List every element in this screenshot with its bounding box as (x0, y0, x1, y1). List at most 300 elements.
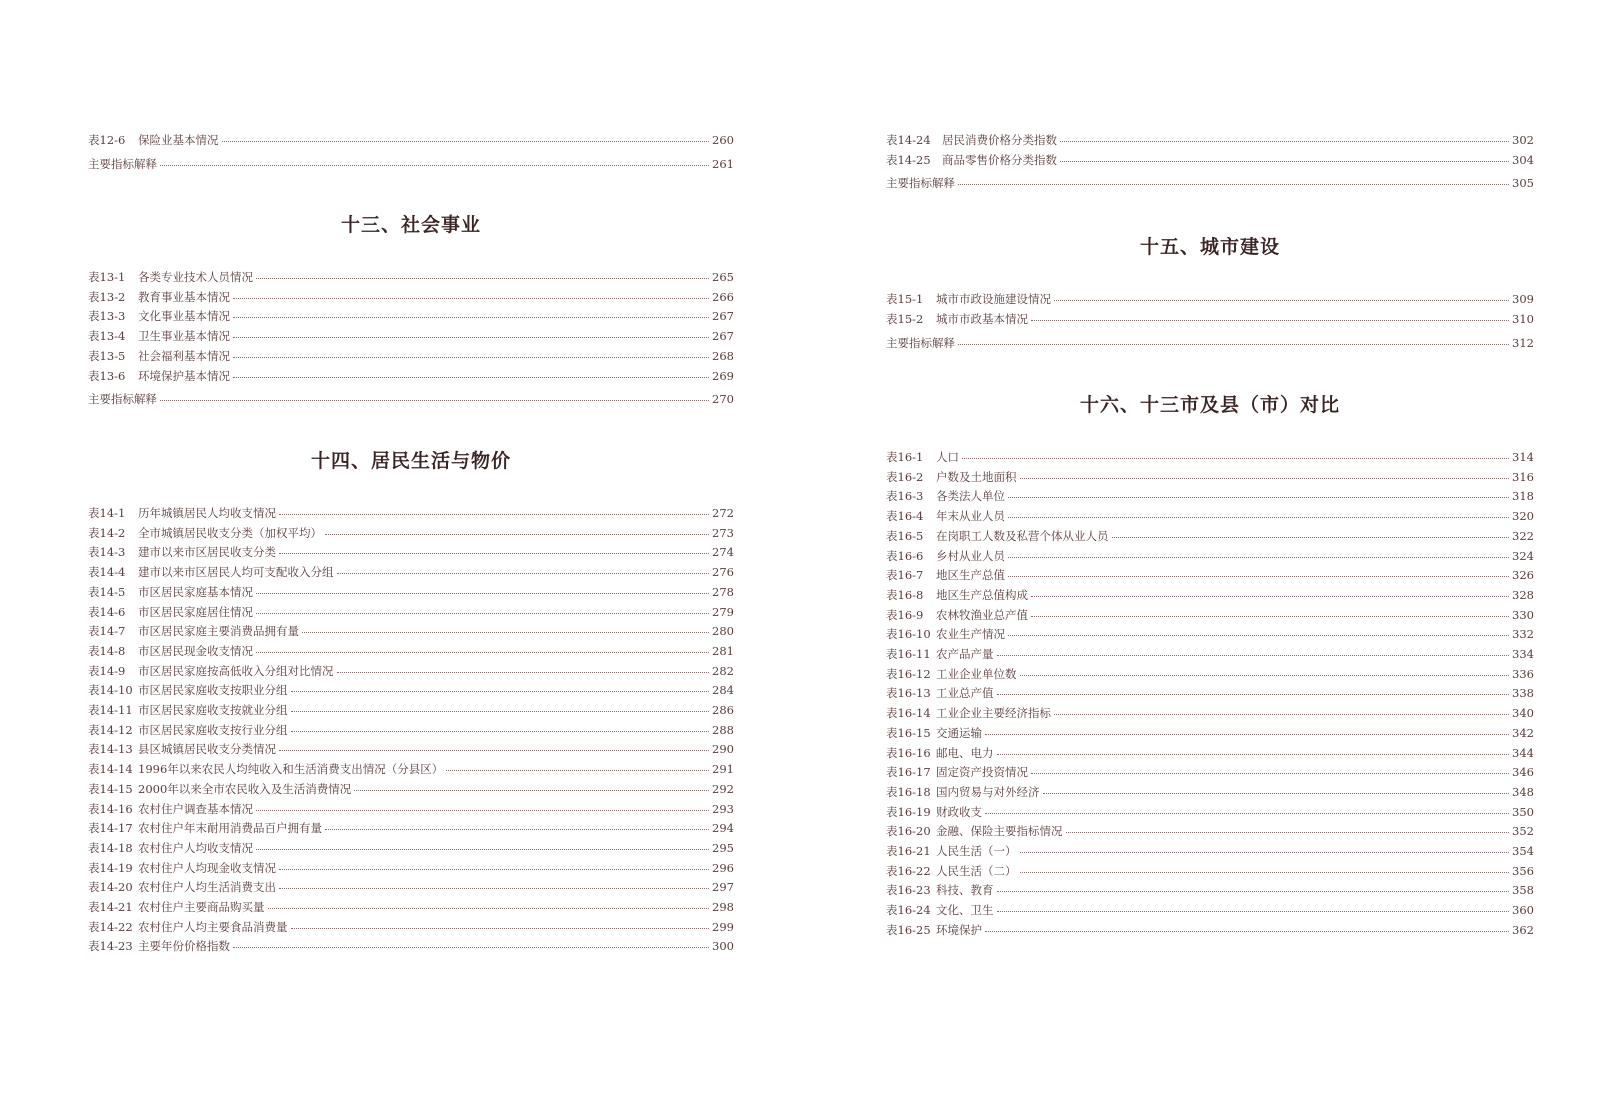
table-number: 表14-16 (88, 801, 133, 816)
toc-entry[interactable] (886, 805, 1534, 819)
table-number: 表13-2 (88, 289, 126, 304)
page-number: 362 (1512, 922, 1534, 937)
page-number: 354 (1512, 844, 1534, 858)
table-number: 表14-21 (88, 900, 133, 914)
dot-leader (1008, 576, 1509, 577)
toc-entry[interactable] (886, 312, 1534, 326)
dot-leader (256, 652, 709, 653)
toc-entry[interactable] (88, 782, 734, 796)
entry-title: 固定资产投资情况 (936, 765, 1028, 780)
toc-entry[interactable] (886, 903, 1534, 917)
entry-title: 农村住户人均现金收支情况 (138, 860, 276, 875)
dot-leader (268, 908, 710, 909)
entry-title: 1996年以来农民人均纯收入和生活消费支出情况（分县区） (138, 762, 444, 777)
entry-title: 农村住户人均收支情况 (138, 840, 253, 855)
dot-leader (233, 377, 709, 378)
entry-title: 农村住户人均主要食品消费量 (138, 919, 288, 934)
page-number: 278 (712, 584, 734, 599)
dot-leader (997, 911, 1510, 912)
toc-entry[interactable] (886, 746, 1534, 760)
entry-title: 农产品产量 (936, 647, 994, 661)
page-number: 342 (1512, 725, 1534, 740)
page-number: 281 (712, 643, 734, 658)
page-number: 322 (1512, 528, 1534, 543)
page-number: 270 (712, 392, 734, 406)
table-number: 表14-7 (88, 624, 126, 639)
page-number: 340 (1512, 706, 1534, 721)
page-number: 272 (712, 506, 734, 520)
page-number: 324 (1512, 548, 1534, 563)
dot-leader (302, 632, 709, 633)
entry-title: 市区居民家庭收支按就业分组 (138, 703, 288, 717)
table-number: 表16-24 (886, 903, 931, 918)
page-number: 273 (712, 525, 734, 540)
dot-leader (958, 184, 1509, 185)
toc-entry[interactable] (886, 883, 1534, 897)
entry-title: 主要指标解释 (886, 176, 955, 190)
dot-leader (256, 613, 709, 614)
page-number: 312 (1512, 336, 1534, 350)
page-number: 316 (1512, 469, 1534, 484)
toc-entry[interactable] (88, 309, 734, 323)
entry-title: 建市以来市区居民收支分类 (138, 545, 276, 560)
page-number: 284 (712, 683, 734, 698)
dot-leader (985, 931, 1509, 932)
dot-leader (256, 593, 709, 594)
table-number: 表14-23 (88, 939, 133, 954)
dot-leader (233, 298, 709, 299)
toc-entry[interactable] (886, 608, 1534, 622)
toc-entry[interactable] (88, 526, 734, 540)
section-heading-15: 十五、城市建设 (1139, 236, 1280, 258)
entry-title: 主要指标解释 (88, 157, 157, 171)
toc-entry[interactable] (886, 686, 1534, 700)
dot-leader (291, 928, 710, 929)
entry-title: 人民生活（二） (936, 863, 1017, 878)
table-number: 表14-24 (886, 133, 931, 147)
table-number: 表14-9 (88, 663, 126, 678)
table-number: 表14-15 (88, 781, 133, 796)
dot-leader (354, 790, 709, 791)
dot-leader (279, 888, 709, 889)
dot-leader (1008, 557, 1509, 558)
toc-entry[interactable] (88, 683, 734, 697)
table-number: 表14-5 (88, 584, 126, 599)
section-heading-14: 十四、居民生活与物价 (310, 450, 511, 472)
toc-entry[interactable] (886, 667, 1534, 681)
table-number: 表13-6 (88, 368, 126, 383)
entry-title: 文化、卫生 (936, 903, 994, 918)
entry-title: 科技、教育 (936, 883, 994, 898)
page-number: 291 (712, 762, 734, 777)
section-heading-16: 十六、十三市及县（市）对比 (1079, 394, 1340, 416)
toc-entry[interactable] (886, 864, 1534, 878)
dot-leader (1043, 793, 1510, 794)
table-number: 表16-12 (886, 666, 931, 681)
table-number: 表14-25 (886, 152, 931, 167)
toc-entry[interactable] (88, 545, 734, 559)
table-number: 表13-1 (88, 270, 126, 284)
entry-title: 金融、保险主要指标情况 (936, 824, 1063, 839)
page-number: 298 (712, 900, 734, 914)
dot-leader (1031, 616, 1509, 617)
table-number: 表13-3 (88, 309, 126, 324)
page-number: 292 (712, 781, 734, 796)
toc-entry[interactable] (886, 785, 1534, 799)
table-number: 表16-6 (886, 548, 924, 563)
dot-leader (279, 514, 709, 515)
dot-leader (997, 891, 1510, 892)
table-number: 表16-11 (886, 647, 931, 661)
toc-entry[interactable] (886, 923, 1534, 937)
table-number: 表14-20 (88, 880, 133, 895)
toc-entry[interactable] (88, 290, 734, 304)
dot-leader (233, 317, 709, 318)
entry-title: 农村住户主要商品购买量 (138, 900, 265, 914)
table-number: 表13-4 (88, 329, 126, 344)
entry-title: 市区居民家庭收支按职业分组 (138, 683, 288, 698)
entry-title: 农村住户调查基本情况 (138, 801, 253, 816)
table-number: 表14-17 (88, 821, 133, 836)
entry-title: 环境保护 (936, 922, 982, 937)
dot-leader (233, 337, 709, 338)
toc-entry[interactable] (88, 624, 734, 638)
toc-entry[interactable] (88, 900, 734, 914)
page-number: 299 (712, 919, 734, 934)
entry-title: 各类专业技术人员情况 (138, 270, 253, 284)
page-number: 300 (712, 939, 734, 954)
page-number: 269 (712, 368, 734, 383)
dot-leader (1031, 773, 1509, 774)
entry-title: 邮电、电力 (936, 745, 994, 760)
page-number: 330 (1512, 607, 1534, 622)
page-number: 279 (712, 604, 734, 619)
table-number: 表13-5 (88, 348, 126, 363)
page-number: 338 (1512, 686, 1534, 701)
page-number: 344 (1512, 745, 1534, 760)
table-number: 表16-14 (886, 706, 931, 721)
toc-entry[interactable] (88, 565, 734, 579)
toc-entry[interactable] (886, 450, 1534, 464)
toc-entry[interactable] (886, 133, 1534, 147)
page-number: 293 (712, 801, 734, 816)
table-number: 表14-12 (88, 722, 133, 737)
entry-title: 农村住户年末耐用消费品百户拥有量 (138, 821, 322, 836)
dot-leader (997, 754, 1510, 755)
entry-title: 农林牧渔业总产值 (936, 607, 1028, 622)
page-number: 332 (1512, 627, 1534, 642)
dot-leader (985, 734, 1509, 735)
toc-entry[interactable] (886, 529, 1534, 543)
dot-leader (1020, 872, 1510, 873)
dot-leader (997, 694, 1510, 695)
dot-leader (233, 357, 709, 358)
table-number: 表16-15 (886, 725, 931, 740)
dot-leader (1008, 517, 1509, 518)
page-number: 304 (1512, 152, 1534, 167)
page-number: 352 (1512, 824, 1534, 839)
entry-title: 工业企业主要经济指标 (936, 706, 1051, 721)
page-number: 286 (712, 703, 734, 717)
entry-title: 人民生活（一） (936, 844, 1017, 858)
table-number: 表16-5 (886, 528, 924, 543)
table-number: 表16-8 (886, 587, 924, 602)
toc-entry[interactable] (886, 726, 1534, 740)
toc-entry[interactable] (88, 821, 734, 835)
entry-title: 市区居民家庭主要消费品拥有量 (138, 624, 299, 639)
toc-entry[interactable] (88, 861, 734, 875)
dot-leader (256, 849, 709, 850)
toc-entry[interactable] (886, 588, 1534, 602)
table-number: 表14-22 (88, 919, 133, 934)
entry-title: 市区居民家庭按高低收入分组对比情况 (138, 663, 334, 678)
dot-leader (446, 770, 709, 771)
toc-entry[interactable] (886, 509, 1534, 523)
table-number: 表16-9 (886, 607, 924, 622)
dot-leader (337, 573, 710, 574)
page-number: 320 (1512, 509, 1534, 524)
dot-leader (1020, 852, 1510, 853)
dot-leader (160, 165, 709, 166)
dot-leader (337, 672, 710, 673)
page-number: 261 (712, 157, 734, 171)
page-number: 280 (712, 624, 734, 639)
entry-title: 县区城镇居民收支分类情况 (138, 742, 276, 757)
toc-entry[interactable] (88, 506, 734, 520)
page-number: 336 (1512, 666, 1534, 681)
table-number: 表16-3 (886, 489, 924, 504)
dot-leader (1054, 300, 1509, 301)
entry-title: 地区生产总值 (936, 568, 1005, 583)
table-number: 表14-8 (88, 643, 126, 658)
page-number: 350 (1512, 804, 1534, 819)
page-number: 318 (1512, 489, 1534, 504)
table-number: 表14-11 (88, 703, 133, 717)
toc-entry[interactable] (88, 762, 734, 776)
toc-entry[interactable] (88, 880, 734, 894)
toc-entry[interactable] (88, 841, 734, 855)
toc-entry[interactable] (88, 157, 734, 171)
entry-title: 商品零售价格分类指数 (942, 152, 1057, 167)
dot-leader (233, 947, 709, 948)
table-number: 表16-21 (886, 844, 931, 858)
entry-title: 农业生产情况 (936, 627, 1005, 642)
entry-title: 卫生事业基本情况 (138, 329, 230, 344)
dot-leader (279, 750, 709, 751)
toc-entry[interactable] (88, 369, 734, 383)
entry-title: 在岗职工人数及私营个体从业人员 (936, 528, 1109, 543)
page-number: 328 (1512, 587, 1534, 602)
toc-entry[interactable] (886, 765, 1534, 779)
page-number: 265 (712, 270, 734, 284)
toc-entry[interactable] (886, 549, 1534, 563)
entry-title: 市区居民家庭收支按行业分组 (138, 722, 288, 737)
dot-leader (160, 400, 709, 401)
dot-leader (1112, 537, 1510, 538)
entry-title: 财政收支 (936, 804, 982, 819)
entry-title: 文化事业基本情况 (138, 309, 230, 324)
table-number: 表16-20 (886, 824, 931, 839)
entry-title: 城市市政基本情况 (936, 311, 1028, 326)
table-number: 表16-22 (886, 863, 931, 878)
dot-leader (1020, 675, 1510, 676)
toc-entry[interactable] (88, 742, 734, 756)
toc-entry[interactable] (88, 349, 734, 363)
page-number: 276 (712, 565, 734, 580)
entry-title: 居民消费价格分类指数 (942, 133, 1057, 147)
page-number: 334 (1512, 647, 1534, 661)
table-number: 表14-2 (88, 525, 126, 540)
toc-entry[interactable] (88, 270, 734, 284)
page-number: 268 (712, 348, 734, 363)
entry-title: 教育事业基本情况 (138, 289, 230, 304)
page-number: 358 (1512, 883, 1534, 898)
dot-leader (279, 553, 709, 554)
toc-entry[interactable] (886, 176, 1534, 190)
toc-entry[interactable] (886, 489, 1534, 503)
dot-leader (1066, 832, 1510, 833)
table-number: 表14-19 (88, 860, 133, 875)
entry-title: 工业总产值 (936, 686, 994, 701)
page-number: 326 (1512, 568, 1534, 583)
page-number: 267 (712, 309, 734, 324)
page-number: 266 (712, 289, 734, 304)
dot-leader (958, 344, 1509, 345)
page-number: 260 (712, 133, 734, 147)
dot-leader (291, 711, 710, 712)
page-number: 274 (712, 545, 734, 560)
toc-entry[interactable] (88, 133, 734, 147)
dot-leader (1060, 161, 1509, 162)
table-number: 表16-13 (886, 686, 931, 701)
table-number: 表15-2 (886, 311, 924, 326)
toc-entry[interactable] (88, 605, 734, 619)
page-number: 309 (1512, 292, 1534, 306)
table-number: 表16-25 (886, 922, 931, 937)
table-number: 表14-1 (88, 506, 126, 520)
page-number: 348 (1512, 784, 1534, 799)
entry-title: 国内贸易与对外经济 (936, 784, 1040, 799)
table-number: 表15-1 (886, 292, 924, 306)
table-number: 表14-6 (88, 604, 126, 619)
entry-title: 建市以来市区居民人均可支配收入分组 (138, 565, 334, 580)
toc-entry[interactable] (88, 644, 734, 658)
table-number: 表16-4 (886, 509, 924, 524)
page-number: 295 (712, 840, 734, 855)
toc-entry[interactable] (88, 939, 734, 953)
toc-entry[interactable] (886, 824, 1534, 838)
table-number: 表16-7 (886, 568, 924, 583)
table-number: 表14-4 (88, 565, 126, 580)
toc-entry[interactable] (88, 723, 734, 737)
table-number: 表14-14 (88, 762, 133, 777)
entry-title: 交通运输 (936, 725, 982, 740)
dot-leader (291, 691, 710, 692)
toc-entry[interactable] (886, 336, 1534, 350)
entry-title: 各类法人单位 (936, 489, 1005, 504)
toc-entry[interactable] (88, 392, 734, 406)
dot-leader (1008, 635, 1509, 636)
toc-entry[interactable] (88, 802, 734, 816)
dot-leader (1031, 320, 1509, 321)
table-number: 表16-16 (886, 745, 931, 760)
entry-title: 市区居民现金收支情况 (138, 643, 253, 658)
dot-leader (256, 810, 709, 811)
toc-entry[interactable] (886, 627, 1534, 641)
table-number: 表12-6 (88, 133, 126, 147)
entry-title: 农村住户人均生活消费支出 (138, 880, 276, 895)
dot-leader (962, 458, 1509, 459)
toc-entry[interactable] (88, 920, 734, 934)
entry-title: 工业企业单位数 (936, 666, 1017, 681)
entry-title: 年末从业人员 (936, 509, 1005, 524)
entry-title: 市区居民家庭基本情况 (138, 584, 253, 599)
toc-entry[interactable] (88, 585, 734, 599)
entry-title: 2000年以来全市农民收入及生活消费情况 (138, 781, 352, 796)
page-number: 297 (712, 880, 734, 895)
page-number: 305 (1512, 176, 1534, 190)
dot-leader (997, 655, 1510, 656)
entry-title: 主要年份价格指数 (138, 939, 230, 954)
dot-leader (279, 869, 709, 870)
toc-entry[interactable] (886, 470, 1534, 484)
table-number: 表16-2 (886, 469, 924, 484)
dot-leader (1054, 714, 1509, 715)
toc-entry[interactable] (88, 329, 734, 343)
entry-title: 市区居民家庭居住情况 (138, 604, 253, 619)
toc-entry[interactable] (886, 153, 1534, 167)
toc-entry[interactable] (886, 706, 1534, 720)
toc-entry[interactable] (88, 664, 734, 678)
page-number: 360 (1512, 903, 1534, 918)
page-number: 288 (712, 722, 734, 737)
toc-entry[interactable] (88, 703, 734, 717)
section-heading-13: 十三、社会事业 (340, 214, 481, 236)
page-number: 296 (712, 860, 734, 875)
dot-leader (1031, 596, 1509, 597)
table-number: 表14-18 (88, 840, 133, 855)
page-number: 302 (1512, 133, 1534, 147)
entry-title: 城市市政设施建设情况 (936, 292, 1051, 306)
entry-title: 全市城镇居民收支分类（加权平均） (138, 525, 322, 540)
table-number: 表16-1 (886, 450, 924, 464)
page-number: 314 (1512, 450, 1534, 464)
page-number: 290 (712, 742, 734, 757)
entry-title: 人口 (936, 450, 959, 464)
dot-leader (325, 534, 709, 535)
dot-leader (985, 813, 1509, 814)
toc-entry[interactable] (886, 292, 1534, 306)
entry-title: 环境保护基本情况 (138, 368, 230, 383)
entry-title: 户数及土地面积 (936, 469, 1017, 484)
table-number: 表14-10 (88, 683, 133, 698)
page-number: 294 (712, 821, 734, 836)
page-number: 310 (1512, 311, 1534, 326)
entry-title: 主要指标解释 (88, 392, 157, 406)
table-number: 表14-13 (88, 742, 133, 757)
table-number: 表16-10 (886, 627, 931, 642)
entry-title: 地区生产总值构成 (936, 587, 1028, 602)
entry-title: 历年城镇居民人均收支情况 (138, 506, 276, 520)
dot-leader (1020, 478, 1510, 479)
dot-leader (222, 141, 710, 142)
toc-entry[interactable] (886, 647, 1534, 661)
toc-entry[interactable] (886, 844, 1534, 858)
table-number: 表16-18 (886, 784, 931, 799)
entry-title: 主要指标解释 (886, 336, 955, 350)
table-number: 表16-23 (886, 883, 931, 898)
toc-entry[interactable] (886, 568, 1534, 582)
